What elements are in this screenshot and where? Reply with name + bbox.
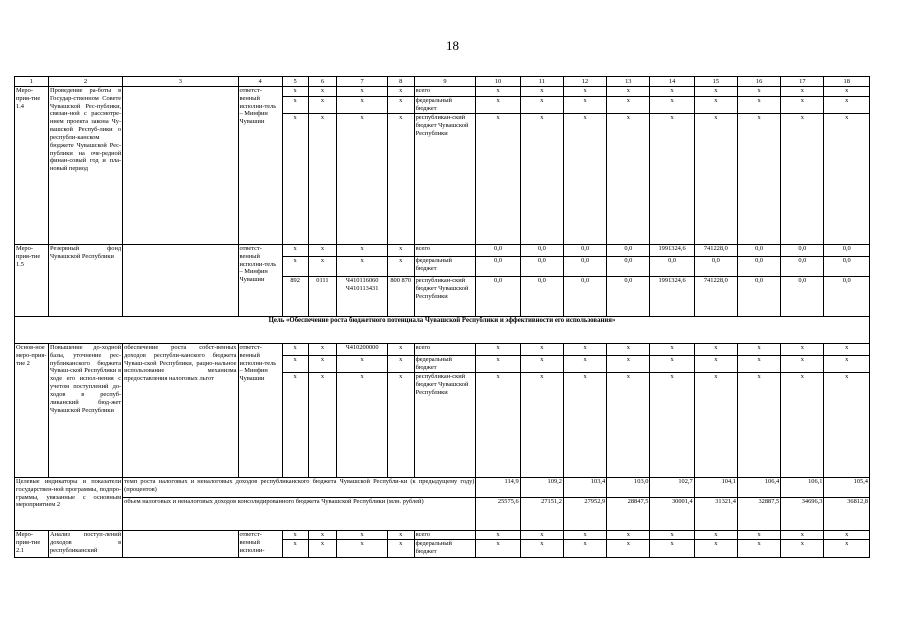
value-cell: x xyxy=(824,344,870,356)
indicator-name: темп роста налоговых и неналоговых доходов республиканского бюджета Чувашской Республи-ки (к предыдущему году) (процентов) xyxy=(123,478,476,498)
value-cell: 0,0 xyxy=(563,257,606,277)
budget-code: x xyxy=(282,114,308,245)
budget-code: x xyxy=(308,373,337,478)
budget-code: x xyxy=(337,257,387,277)
value-cell: x xyxy=(781,344,824,356)
value-cell: x xyxy=(781,97,824,114)
value-cell: 0,0 xyxy=(737,277,780,317)
column-header: 9 xyxy=(414,77,476,87)
value-cell: x xyxy=(694,356,737,373)
table-row xyxy=(15,77,870,87)
value-cell: x xyxy=(607,356,650,373)
value-cell: x xyxy=(563,87,606,97)
value-cell: x xyxy=(563,540,606,558)
table-row xyxy=(15,498,870,531)
budget-code: Ч410200000 xyxy=(337,344,387,356)
value-cell: x xyxy=(563,97,606,114)
budget-code: x xyxy=(308,87,337,97)
budget-code: x xyxy=(308,356,337,373)
activity-task xyxy=(123,245,238,317)
activity-label: Меро-прия-тие 1.5 xyxy=(15,245,49,317)
column-header: 17 xyxy=(781,77,824,87)
value-cell: x xyxy=(737,97,780,114)
table-row xyxy=(15,317,870,344)
value-cell: x xyxy=(650,373,694,478)
column-header: 10 xyxy=(476,77,520,87)
budget-code: x xyxy=(387,540,414,558)
value-cell: x xyxy=(607,114,650,245)
funding-source: всего xyxy=(414,531,476,540)
value-cell: x xyxy=(563,344,606,356)
value-cell: x xyxy=(563,373,606,478)
column-header: 13 xyxy=(607,77,650,87)
activity-name: Анализ поступ-лений доходов в республиканский xyxy=(48,531,122,558)
column-header: 6 xyxy=(308,77,337,87)
budget-code: x xyxy=(282,97,308,114)
budget-code: x xyxy=(337,245,387,257)
budget-code: x xyxy=(337,531,387,540)
column-header: 5 xyxy=(282,77,308,87)
value-cell: x xyxy=(607,87,650,97)
funding-source: всего xyxy=(414,87,476,97)
value-cell: x xyxy=(607,344,650,356)
value-cell: x xyxy=(781,356,824,373)
value-cell: 1991324,6 xyxy=(650,277,694,317)
indicator-value: 103,0 xyxy=(607,478,650,498)
budget-code: 800 870 xyxy=(387,277,414,317)
value-cell: 0,0 xyxy=(824,257,870,277)
indicator-value: 31321,4 xyxy=(694,498,737,531)
indicator-value: 106,4 xyxy=(737,478,780,498)
activity-executor: ответст-венный исполни-тель – Минфин Чувашии xyxy=(238,87,282,245)
value-cell: 0,0 xyxy=(563,277,606,317)
value-cell: x xyxy=(476,531,520,540)
funding-source: всего xyxy=(414,344,476,356)
column-header: 12 xyxy=(563,77,606,87)
value-cell: 0,0 xyxy=(737,257,780,277)
value-cell: x xyxy=(607,97,650,114)
value-cell: x xyxy=(737,540,780,558)
column-header: 15 xyxy=(694,77,737,87)
budget-code: x xyxy=(308,257,337,277)
value-cell: x xyxy=(737,87,780,97)
value-cell: x xyxy=(694,97,737,114)
value-cell: x xyxy=(781,114,824,245)
value-cell: x xyxy=(650,97,694,114)
budget-code: x xyxy=(337,87,387,97)
budget-code: x xyxy=(308,344,337,356)
funding-source: федеральный бюджет xyxy=(414,257,476,277)
page-number: 18 xyxy=(446,38,459,53)
column-header: 2 xyxy=(48,77,122,87)
value-cell: x xyxy=(476,540,520,558)
activity-executor: ответст-венный исполни-тель – Минфин Чувашии xyxy=(238,245,282,317)
table-row xyxy=(15,344,870,356)
column-header: 11 xyxy=(520,77,563,87)
value-cell: x xyxy=(694,114,737,245)
funding-source: республикан-ский бюджет Чувашской Республики xyxy=(414,373,476,478)
budget-code: x xyxy=(282,87,308,97)
budget-code: x xyxy=(387,245,414,257)
value-cell: 0,0 xyxy=(824,277,870,317)
funding-source: федеральный бюджет xyxy=(414,97,476,114)
value-cell: x xyxy=(737,356,780,373)
column-header: 4 xyxy=(238,77,282,87)
value-cell: x xyxy=(520,531,563,540)
value-cell: x xyxy=(520,540,563,558)
activity-task: обеспечение роста собст-венных доходов республи-канского бюджета Чуваш-ской Республики, рацио-нальное использование механизма предоставления налоговых льгот xyxy=(123,344,238,478)
value-cell: 0,0 xyxy=(563,245,606,257)
activity-label: Меро-прия-тие 2.1 xyxy=(15,531,49,558)
value-cell: 0,0 xyxy=(476,277,520,317)
table-row xyxy=(15,478,870,498)
value-cell: 0,0 xyxy=(607,277,650,317)
budget-code: Ч410116060 Ч410113431 xyxy=(337,277,387,317)
value-cell: x xyxy=(520,373,563,478)
column-header: 16 xyxy=(737,77,780,87)
value-cell: x xyxy=(476,87,520,97)
column-header: 8 xyxy=(387,77,414,87)
value-cell: x xyxy=(607,373,650,478)
indicator-value: 103,4 xyxy=(563,478,606,498)
value-cell: x xyxy=(694,373,737,478)
value-cell: x xyxy=(607,531,650,540)
activity-name: Проведение ра-боты в Государ-ственном Совете Чувашской Рес-публики, связан-ной с рассмотре-нием проекта закона Чу-вашской Респуб-лики о республи-канском бюджете Чувашской Рес-публики на оче-редной финан-совый год и пла-новый период xyxy=(48,87,122,245)
activity-executor: ответст-венный исполни-тель – Минфин Чувашии xyxy=(238,344,282,478)
value-cell: x xyxy=(694,87,737,97)
budget-table xyxy=(14,76,870,558)
column-header: 18 xyxy=(824,77,870,87)
value-cell: x xyxy=(737,373,780,478)
budget-code: x xyxy=(282,531,308,540)
budget-code: x xyxy=(308,540,337,558)
value-cell: 0,0 xyxy=(781,245,824,257)
value-cell: x xyxy=(824,114,870,245)
activity-task xyxy=(123,531,238,558)
value-cell: 0,0 xyxy=(607,257,650,277)
funding-source: федеральный бюджет xyxy=(414,540,476,558)
value-cell: x xyxy=(563,531,606,540)
column-header: 7 xyxy=(337,77,387,87)
budget-code: x xyxy=(387,257,414,277)
indicator-value: 27151,2 xyxy=(520,498,563,531)
value-cell: x xyxy=(737,344,780,356)
budget-code: x xyxy=(282,373,308,478)
indicator-value: 102,7 xyxy=(650,478,694,498)
value-cell: x xyxy=(650,87,694,97)
table-row xyxy=(15,245,870,257)
budget-code: x xyxy=(308,97,337,114)
funding-source: всего xyxy=(414,245,476,257)
budget-code: x xyxy=(282,344,308,356)
value-cell: x xyxy=(563,356,606,373)
value-cell: x xyxy=(650,356,694,373)
value-cell: x xyxy=(824,97,870,114)
funding-source: республикан-ский бюджет Чувашской Республики xyxy=(414,114,476,245)
value-cell: x xyxy=(650,531,694,540)
budget-code: x xyxy=(308,245,337,257)
indicator-value: 104,1 xyxy=(694,478,737,498)
indicator-value: 105,4 xyxy=(824,478,870,498)
budget-code: x xyxy=(387,344,414,356)
value-cell: x xyxy=(824,87,870,97)
value-cell: x xyxy=(781,531,824,540)
indicator-value: 28847,5 xyxy=(607,498,650,531)
value-cell: x xyxy=(520,356,563,373)
table-row xyxy=(15,87,870,97)
budget-code: x xyxy=(387,373,414,478)
value-cell: x xyxy=(650,540,694,558)
value-cell: 0,0 xyxy=(476,245,520,257)
activity-executor: ответст-венный исполни- xyxy=(238,531,282,558)
value-cell: x xyxy=(476,373,520,478)
column-header: 14 xyxy=(650,77,694,87)
table-row xyxy=(15,531,870,540)
activity-name: Повышение до-ходной базы, уточнение рес-публиканского бюджета Чуваш-ской Республики в ходе его испол-нения с учетом поступлений до-ходов в респуб-ликанский бюд-жет Чувашской Республики xyxy=(48,344,122,478)
value-cell: 0,0 xyxy=(781,277,824,317)
value-cell: x xyxy=(694,344,737,356)
funding-source: федеральный бюджет xyxy=(414,356,476,373)
value-cell: x xyxy=(650,344,694,356)
value-cell: 0,0 xyxy=(520,277,563,317)
goal-heading: Цель «Обеспечение роста бюджетного потенциала Чувашской Республики и эффективности его использования» xyxy=(15,317,870,344)
budget-code: x xyxy=(337,373,387,478)
budget-code: x xyxy=(282,245,308,257)
value-cell: x xyxy=(737,114,780,245)
value-cell: x xyxy=(694,531,737,540)
value-cell: x xyxy=(520,114,563,245)
value-cell: x xyxy=(563,114,606,245)
budget-code: x xyxy=(337,540,387,558)
budget-code: x xyxy=(387,531,414,540)
indicator-value: 36812,8 xyxy=(824,498,870,531)
value-cell: 0,0 xyxy=(781,257,824,277)
value-cell: 0,0 xyxy=(694,257,737,277)
value-cell: 0,0 xyxy=(824,245,870,257)
value-cell: x xyxy=(476,97,520,114)
value-cell: 0,0 xyxy=(737,245,780,257)
value-cell: x xyxy=(824,540,870,558)
value-cell: x xyxy=(824,531,870,540)
budget-code: 892 xyxy=(282,277,308,317)
budget-code: x xyxy=(282,257,308,277)
value-cell: x xyxy=(476,344,520,356)
value-cell: x xyxy=(476,114,520,245)
value-cell: 741228,0 xyxy=(694,245,737,257)
budget-code: x xyxy=(282,356,308,373)
value-cell: 1991324,6 xyxy=(650,245,694,257)
indicators-label: Целевые индикаторы и показатели государствен-ной программы, подпро-граммы, увязанные с основным мероприятием 2 xyxy=(15,478,123,531)
value-cell: 0,0 xyxy=(520,245,563,257)
value-cell: x xyxy=(650,114,694,245)
indicator-value: 25575,6 xyxy=(476,498,520,531)
activity-name: Резервный фонд Чувашской Республики xyxy=(48,245,122,317)
budget-code: x xyxy=(337,97,387,114)
indicator-value: 34696,3 xyxy=(781,498,824,531)
value-cell: x xyxy=(476,356,520,373)
value-cell: x xyxy=(694,540,737,558)
value-cell: x xyxy=(824,356,870,373)
column-header: 3 xyxy=(123,77,238,87)
indicator-value: 32887,5 xyxy=(737,498,780,531)
indicator-value: 109,2 xyxy=(520,478,563,498)
budget-code: x xyxy=(308,114,337,245)
activity-label: Меро-прия-тие 1.4 xyxy=(15,87,49,245)
value-cell: 0,0 xyxy=(607,245,650,257)
value-cell: x xyxy=(520,87,563,97)
column-header: 1 xyxy=(15,77,49,87)
value-cell: x xyxy=(781,87,824,97)
budget-code: 0111 xyxy=(308,277,337,317)
budget-code: x xyxy=(337,356,387,373)
indicator-name: объем налоговых и неналоговых доходов консолидированного бюджета Чувашской Республики (млн. рублей) xyxy=(123,498,476,531)
value-cell: x xyxy=(781,373,824,478)
indicator-value: 106,1 xyxy=(781,478,824,498)
activity-label: Основ-ное меро-прия-тие 2 xyxy=(15,344,49,478)
value-cell: 0,0 xyxy=(520,257,563,277)
value-cell: 0,0 xyxy=(650,257,694,277)
budget-code: x xyxy=(337,114,387,245)
value-cell: 0,0 xyxy=(476,257,520,277)
budget-code: x xyxy=(308,531,337,540)
value-cell: x xyxy=(824,373,870,478)
value-cell: 741228,0 xyxy=(694,277,737,317)
value-cell: x xyxy=(607,540,650,558)
budget-code: x xyxy=(387,114,414,245)
budget-code: x xyxy=(387,97,414,114)
budget-code: x xyxy=(387,356,414,373)
indicator-value: 114,9 xyxy=(476,478,520,498)
budget-code: x xyxy=(282,540,308,558)
value-cell: x xyxy=(737,531,780,540)
activity-task xyxy=(123,87,238,245)
budget-code: x xyxy=(387,87,414,97)
indicator-value: 30001,4 xyxy=(650,498,694,531)
value-cell: x xyxy=(781,540,824,558)
value-cell: x xyxy=(520,344,563,356)
indicator-value: 27952,9 xyxy=(563,498,606,531)
value-cell: x xyxy=(520,97,563,114)
funding-source: республикан-ский бюджет Чувашской Республики xyxy=(414,277,476,317)
